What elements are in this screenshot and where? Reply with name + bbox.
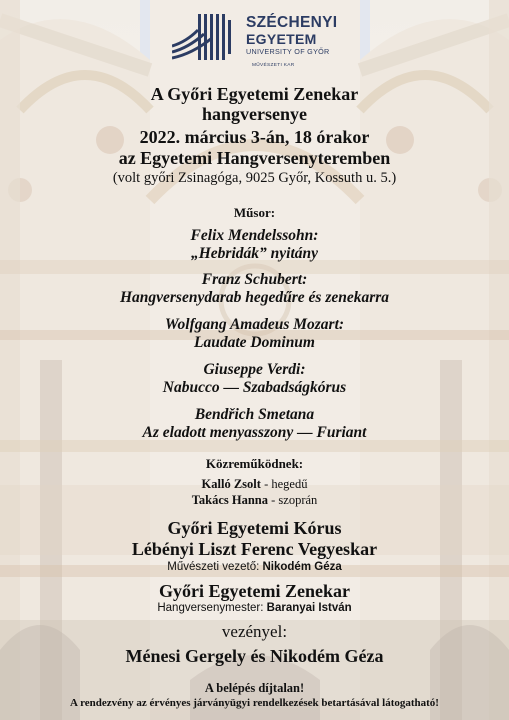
soloist-name: Kalló Zsolt	[201, 477, 261, 491]
logo-line2: EGYETEM	[246, 31, 317, 47]
director-label: Művészeti vezető:	[167, 561, 263, 573]
soloist-role: - szoprán	[268, 493, 318, 507]
event-title: A Győri Egyetemi Zenekar	[150, 84, 359, 104]
soloist-role: - hegedű	[260, 477, 308, 491]
choir-name: Győri Egyetemi Kórus	[167, 518, 342, 538]
program-work: Az eladott menyasszony — Furiant	[142, 424, 367, 441]
choir-director	[0, 561, 509, 573]
university-logo	[172, 12, 342, 68]
conductor-names: Ménesi Gergely és Nikodém Géza	[125, 646, 384, 666]
concertmaster-name: Baranyai István	[266, 602, 352, 614]
entry-notice: A belépés díjtalan!	[204, 681, 305, 695]
program-composer: Franz Schubert:	[201, 271, 308, 288]
soloist-row	[0, 477, 509, 492]
orchestra-name: Győri Egyetemi Zenekar	[159, 581, 350, 601]
director-name: Nikodém Géza	[262, 561, 342, 573]
soloist-row	[0, 493, 509, 508]
concertmaster	[0, 602, 509, 614]
logo-line4: MŰVÉSZETI KAR	[252, 63, 295, 68]
program-work: Nabucco — Szabadságkórus	[162, 379, 347, 396]
event-date: 2022. március 3-án, 18 órakor	[139, 127, 370, 147]
event-subtitle: hangversenye	[202, 104, 307, 124]
conductor-label: vezényel:	[221, 622, 288, 641]
program-heading: Műsor:	[233, 205, 276, 220]
program-work: Hangversenydarab hegedűre és zenekarra	[119, 289, 390, 306]
concertmaster-label: Hangversenymester:	[157, 602, 267, 614]
program-composer: Bendřich Smetana	[194, 406, 315, 423]
logo-line3: UNIVERSITY OF GYŐR	[246, 47, 330, 56]
event-venue: az Egyetemi Hangversenyteremben	[118, 148, 391, 168]
logo-line1: SZÉCHENYI	[246, 14, 338, 31]
program-composer: Giuseppe Verdi:	[203, 361, 306, 378]
program-work: „Hebridák” nyitány	[190, 245, 318, 262]
program-composer: Felix Mendelssohn:	[190, 227, 319, 244]
soloist-name: Takács Hanna	[191, 493, 268, 507]
program-composer: Wolfgang Amadeus Mozart:	[164, 316, 345, 333]
health-notice: A rendezvény az érvényes járványügyi rendelkezések betartásával látogatható!	[70, 697, 439, 709]
event-address: (volt győri Zsinagóga, 9025 Győr, Kossuth u. 5.)	[112, 170, 397, 186]
szechenyi-university-mark-icon	[172, 14, 238, 60]
choir-name: Lébényi Liszt Ferenc Vegyeskar	[131, 539, 378, 559]
program-work: Laudate Dominum	[193, 334, 315, 351]
performers-heading: Közreműködnek:	[205, 456, 304, 471]
